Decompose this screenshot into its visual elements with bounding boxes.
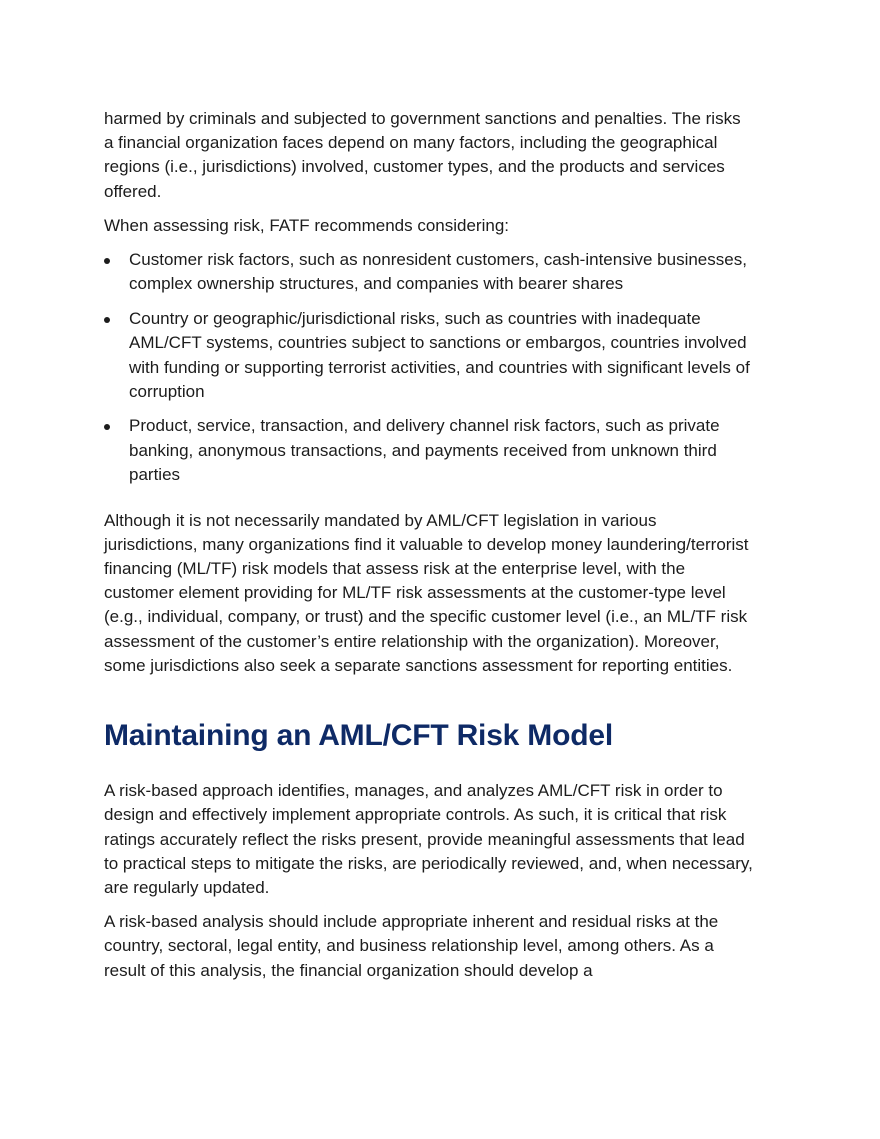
intro-paragraph: harmed by criminals and subjected to government sanctions and penalties. The risks a financial organization faces depend on many factors, including the geographical regions (i.e., jurisdictions) involved, customer types, and the products and services offered. [104,109,741,201]
list-item [104,307,754,405]
fatf-risk-factor-list [104,248,754,488]
section-paragraph: A risk-based analysis should include appropriate inherent and residual risks at the country, sectoral, legal entity, and business relationship level, among others. As a result of this analysis, the financial organization should develop a [104,912,719,980]
list-item-text: Product, service, transaction, and delivery channel risk factors, such as private banking, anonymous transactions, and payments received from unknown third parties [129,416,720,485]
list-item [104,248,754,297]
bullet-icon [104,258,110,264]
list-item-text: Country or geographic/jurisdictional risks, such as countries with inadequate AML/CFT systems, countries subject to sanctions or embargos, countries involved with funding or supporting terrorist activities, and countries with significant levels of corruption [129,308,750,402]
risk-models-paragraph: Although it is not necessarily mandated by AML/CFT legislation in various jurisdictions, many organizations find it valuable to develop money laundering/terrorist financing (ML/TF) risk models that assess risk at the enterprise level, with the customer element providing for ML/TF risk assessments at the customer-type level (e.g., individual, company, or trust) and the specific customer level (i.e., an ML/TF risk assessment of the customer’s entire relationship with the organization). Moreover, some jurisdictions also seek a separate sanctions assessment for reporting entities. [104,510,749,675]
section-paragraph: A risk-based approach identifies, manages, and analyzes AML/CFT risk in order to design and effectively implement appropriate controls. As such, it is critical that risk ratings accurately reflect the risks present, provide meaningful assessments that lead to practical steps to mitigate the risks, are periodically reviewed, and, when necessary, are regularly updated. [104,781,753,897]
list-item-text: Customer risk factors, such as nonresident customers, cash-intensive businesses, complex ownership structures, and companies with bearer shares [129,250,747,294]
fatf-lead-paragraph: When assessing risk, FATF recommends considering: [104,215,509,235]
section-heading: Maintaining an AML/CFT Risk Model [104,719,613,753]
bullet-icon [104,424,110,430]
bullet-icon [104,317,110,323]
list-item [104,414,754,487]
page-content [104,107,754,983]
